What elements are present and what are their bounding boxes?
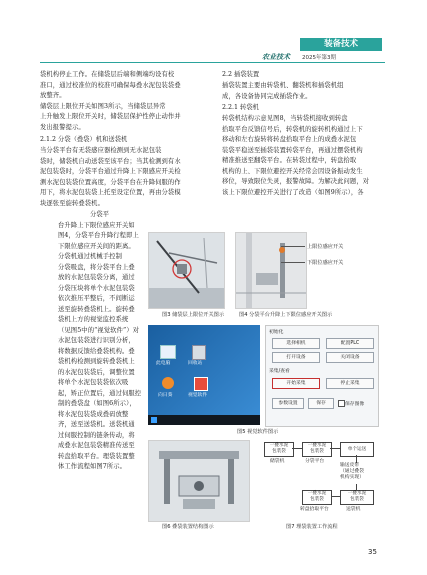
save-image-label: 保存图像 bbox=[345, 402, 365, 407]
flow-arrow bbox=[330, 448, 340, 449]
figure-5-desktop bbox=[148, 325, 260, 425]
text-line: 水泥包装袋进行识别分析， bbox=[58, 337, 135, 344]
desktop-icon-label: 此电脑 bbox=[156, 361, 171, 366]
right-paragraph-b bbox=[222, 114, 369, 198]
text-line: 精准推送至翻袋平台。在转袋过程中，转盘拾取 bbox=[222, 157, 357, 164]
figure-6-caption: 图6 叠袋装置结构图示 bbox=[162, 524, 214, 530]
text-line: 袋机构检测到旋转叠袋机上 bbox=[58, 358, 135, 365]
text-line: 袋时，储袋机自动送袋至该平台；当其检测到有水 bbox=[40, 157, 181, 165]
text-line: 测水泥包装袋位置高度，分袋平台在升降伺服的作 bbox=[40, 178, 181, 186]
text-line: 放的水泥包装袋分离，通过 bbox=[58, 274, 135, 281]
text-line: 将数据反馈给叠袋机构。叠 bbox=[58, 347, 135, 355]
flow-arrow bbox=[292, 448, 302, 449]
close-device-button[interactable]: 关闭设备 bbox=[326, 352, 374, 363]
figure-4-label-lower: 下限位感应开关 bbox=[307, 260, 344, 266]
save-image-checkbox[interactable] bbox=[338, 400, 345, 407]
text-line: 齐，送至送袋机。送袋机通 bbox=[58, 421, 135, 428]
figure-5-caption: 图5 视觉软件图示 bbox=[237, 429, 279, 435]
sunflower-icon[interactable] bbox=[162, 377, 174, 389]
figure-7-caption: 图7 理袋装置工作流程 bbox=[286, 524, 338, 530]
desktop-icon-label: 回收站 bbox=[188, 361, 203, 366]
text-line: 成，各设备协同完成插袋作业。 bbox=[222, 92, 312, 100]
flow-box-storage: 一叠水泥 包装袋 bbox=[264, 442, 294, 457]
start-capture-button[interactable]: 开始采集 bbox=[272, 378, 320, 389]
text-line: 转袋机结构示意见图8，当转袋机接收到转盘 bbox=[222, 115, 348, 122]
computer-icon[interactable] bbox=[160, 345, 176, 359]
issue-label: 2025年第3期 bbox=[302, 55, 336, 61]
figure-4-label-upper: 上限位感应开关 bbox=[307, 244, 344, 250]
vision-software-window bbox=[265, 325, 379, 427]
stop-capture-button[interactable]: 停止采集 bbox=[326, 378, 374, 389]
text-line: 将水泥包装袋成叠码放整 bbox=[58, 410, 129, 418]
figure-4-photo bbox=[235, 232, 307, 309]
leader-line-lower bbox=[281, 262, 305, 263]
text-line: 送至旋转叠袋机上。旋转叠 bbox=[58, 305, 135, 313]
text-line: 该上下限位避控开关进行了改造（如图9所示），各 bbox=[222, 188, 364, 196]
text-line: 装袋平稳送至插袋装置转袋平台，再通过摆袋机构 bbox=[222, 146, 363, 154]
figure-4-illustration bbox=[236, 233, 306, 308]
text-line: 泥包装袋时，分袋平台通过升降上下限感应开关检 bbox=[40, 168, 181, 175]
text-line: 的水泥包装袋后，调整位置 bbox=[58, 368, 135, 376]
figure-3-photo bbox=[148, 232, 225, 309]
text-line: 转盘拾取平台。理袋装置整 bbox=[58, 452, 135, 460]
text-line: 将单个水泥包装袋依次吸 bbox=[58, 379, 129, 386]
text-line: 发出报警提示。 bbox=[40, 123, 85, 131]
left-paragraph-b bbox=[40, 146, 181, 209]
right-paragraph-a bbox=[222, 81, 344, 102]
section-heading-2-1-2: 2.1.2 分袋（叠袋）机和送袋机 bbox=[40, 136, 128, 143]
text-line: 上升触发上限位开关时，储袋层保护性停止动作并 bbox=[40, 113, 181, 120]
vision-software-icon[interactable] bbox=[194, 377, 208, 391]
leader-line-upper bbox=[281, 246, 305, 247]
capture-group-label: 采集/查看 bbox=[269, 369, 290, 374]
taskbar bbox=[148, 415, 260, 425]
text-line: 依次推压平整后，不间断运 bbox=[58, 295, 135, 302]
text-line: 用下，将水泥包装袋上托至设定位置，再由分袋模 bbox=[40, 189, 181, 196]
open-device-button[interactable]: 打开设备 bbox=[272, 352, 320, 363]
text-line: 分袋机通过机械手控制 bbox=[58, 253, 122, 260]
left-paragraph-a bbox=[40, 70, 181, 133]
text-line: 储袋层上限位开关如图3所示，当储袋层异常 bbox=[40, 102, 166, 110]
text-line: 下限位感应开关间的距离。 bbox=[58, 242, 135, 250]
left-paragraph-c bbox=[58, 210, 141, 473]
recycle-bin-icon[interactable] bbox=[192, 345, 206, 360]
flow-box-rotate: 一叠水泥 包装袋 bbox=[302, 442, 332, 457]
flow-label-splitter: 分袋平台 bbox=[305, 459, 325, 464]
param-settings-button[interactable]: 参数设置 bbox=[272, 398, 304, 409]
figure-7-flowchart bbox=[262, 440, 377, 520]
text-line: 成叠水泥包装袋精准传送至 bbox=[58, 442, 135, 449]
flow-label-conveyor: 送袋机 bbox=[346, 507, 361, 512]
text-line: 机构的上、下限位避控开关经常会因设备振动发生 bbox=[222, 167, 363, 175]
desktop-icon-label: 视觉软件 bbox=[188, 393, 208, 398]
select-camera-button[interactable]: 选择相机 bbox=[272, 338, 320, 349]
text-line: 袋机上方的视觉监控系统 bbox=[58, 316, 129, 323]
text-line: 当分袋平台有无袋感应器检测到无水泥包装 bbox=[40, 147, 162, 154]
desktop-icon-label: 向日葵 bbox=[158, 393, 173, 398]
figure-4-caption: 图4 分袋平台升降上下限位感应开关图示 bbox=[239, 312, 333, 318]
section-tag: 装备技术 bbox=[323, 39, 358, 49]
text-line: 台升降上下限位感应开关如 bbox=[58, 221, 135, 229]
flow-box-conveyor: 一叠水泥 包装袋 bbox=[340, 490, 374, 505]
flow-label-stack: 输送皮带 （通过叠袋 机构实现） bbox=[340, 463, 364, 480]
journal-title: 农业技术 bbox=[262, 52, 290, 61]
header-rule bbox=[40, 62, 385, 63]
config-plc-button[interactable]: 配置PLC bbox=[326, 338, 374, 349]
text-line: 移动和左右旋转将转盘拾取平台上的成叠水泥包 bbox=[222, 136, 357, 143]
page-number: 35 bbox=[368, 548, 377, 556]
text-line: 放整齐。 bbox=[40, 92, 66, 99]
figure-3-caption: 图3 储袋层上限位开关图示 bbox=[162, 312, 225, 318]
text-line: 起，矫正位置后，通过伺服控 bbox=[58, 389, 142, 397]
text-line: 分袋平 bbox=[90, 211, 110, 218]
figure-6-illustration bbox=[149, 441, 249, 521]
flow-arrow bbox=[356, 455, 357, 463]
figure-3-illustration bbox=[149, 233, 224, 308]
text-line: 插袋装置主要由转袋机、翻袋机和插袋机组 bbox=[222, 82, 344, 89]
text-line: 制的叠袋盘（如图6所示）， bbox=[58, 400, 136, 407]
text-line: 体工作流程如图7所示。 bbox=[58, 463, 127, 470]
flow-label-bag-feeder: 储袋机 bbox=[270, 459, 285, 464]
section-heading-2-2: 2.2 插袋装置 bbox=[222, 71, 260, 78]
text-line: 移位，导致限位失灵，报警故障。为解决此问题，对 bbox=[222, 178, 370, 185]
text-line: 准口，通过校准位的校准可确保每叠水泥包装袋叠 bbox=[40, 81, 181, 89]
init-group-label: 初始化 bbox=[269, 330, 284, 335]
text-line: 袋机构停止工作。在储袋层后端和侧端均设有校 bbox=[40, 71, 175, 78]
text-line: 图4，分袋平台升降行程即上 bbox=[58, 232, 139, 239]
section-heading-2-2-1: 2.2.1 转袋机 bbox=[222, 104, 259, 111]
flow-label-pick: 转盘拾取平台 bbox=[300, 507, 329, 512]
text-line: 分袋压块将单个水泥包装袋 bbox=[58, 284, 135, 292]
save-button[interactable]: 保存 bbox=[308, 398, 334, 409]
text-line: 拾取平台反馈信号后，转袋机的旋转机构通过上下 bbox=[222, 125, 363, 133]
text-line: 过伺服控制的链条传动，将 bbox=[58, 431, 135, 439]
flow-box-single: 单个运送 bbox=[340, 442, 374, 457]
text-line: （见图5中的“视觉软件”）对 bbox=[58, 326, 140, 334]
start-icon[interactable] bbox=[151, 417, 157, 423]
text-line: 分袋吸盘，将分袋平台上叠 bbox=[58, 263, 135, 271]
flow-box-pick: 一叠水泥 包装袋 bbox=[302, 490, 332, 505]
figure-6-photo bbox=[148, 440, 250, 522]
text-line: 块逐张至旋转叠袋机。 bbox=[40, 199, 104, 207]
